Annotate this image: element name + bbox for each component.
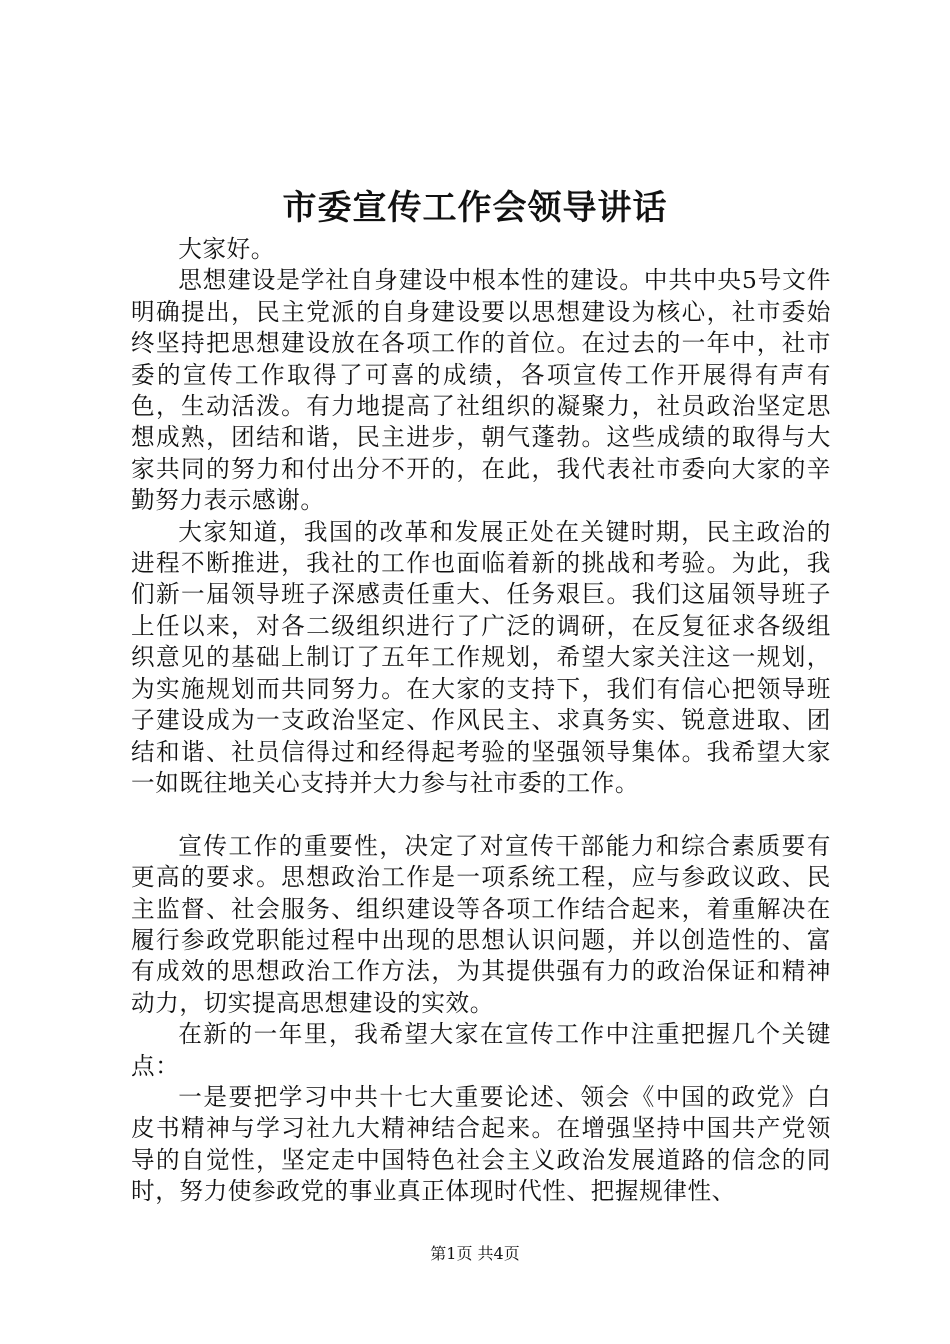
paragraph-key-point-one: 一是要把学习中共十七大重要论述、领会《中国的政党》白皮书精神与学习社九大精神结合起来。在增强坚持中国共产党领导的自觉性，坚定走中国特色社会主义政治发展道路的信念的同时，努力使参政党的事业真正体现时代性、把握规律性、 [131,1082,831,1206]
document-title: 市委宣传工作会领导讲话 [282,188,668,228]
paragraph-key-points-intro: 在新的一年里，我希望大家在宣传工作中注重把握几个关键点： [131,1020,831,1080]
paragraph-greeting: 大家好。 [178,235,275,263]
paragraph-ideological-building: 思想建设是学社自身建设中根本性的建设。中共中央5号文件明确提出，民主党派的自身建设要以思想建设为核心，社市委始终坚持把思想建设放在各项工作的首位。在过去的一年中，社市委的宣传工作取得了可喜的成绩，各项宣传工作开展得有声有色，生动活泼。有力地提高了社组织的凝聚力，社员政治坚定思想成熟，团结和谐，民主进步，朝气蓬勃。这些成绩的取得与大家共同的努力和付出分不开的，在此，我代表社市委向大家的辛勤努力表示感谢。 [131,266,831,515]
paragraph-reform-period: 大家知道，我国的改革和发展正处在关键时期，民主政治的进程不断推进，我社的工作也面临着新的挑战和考验。为此，我们新一届领导班子深感责任重大、任务艰巨。我们这届领导班子上任以来，对各二级组织进行了广泛的调研，在反复征求各级组织意见的基础上制订了五年工作规划，希望大家关注这一规划，为实施规划而共同努力。在大家的支持下，我们有信心把领导班子建设成为一支政治坚定、作风民主、求真务实、锐意进取、团结和谐、社员信得过和经得起考验的坚强领导集体。我希望大家一如既往地关心支持并大力参与社市委的工作。 [131,517,831,797]
paragraph-gap [131,799,831,830]
document-body [131,234,831,1208]
paragraph-propaganda-importance: 宣传工作的重要性，决定了对宣传干部能力和综合素质要有更高的要求。思想政治工作是一项系统工程，应与参政议政、民主监督、社会服务、组织建设等各项工作结合起来，着重解决在履行参政党职能过程中出现的思想认识问题，并以创造性的、富有成效的思想政治工作方法，为其提供强有力的政治保证和精神动力，切实提高思想建设的实效。 [131,831,831,1017]
page-footer: 第1页 共4页 [430,1244,520,1263]
